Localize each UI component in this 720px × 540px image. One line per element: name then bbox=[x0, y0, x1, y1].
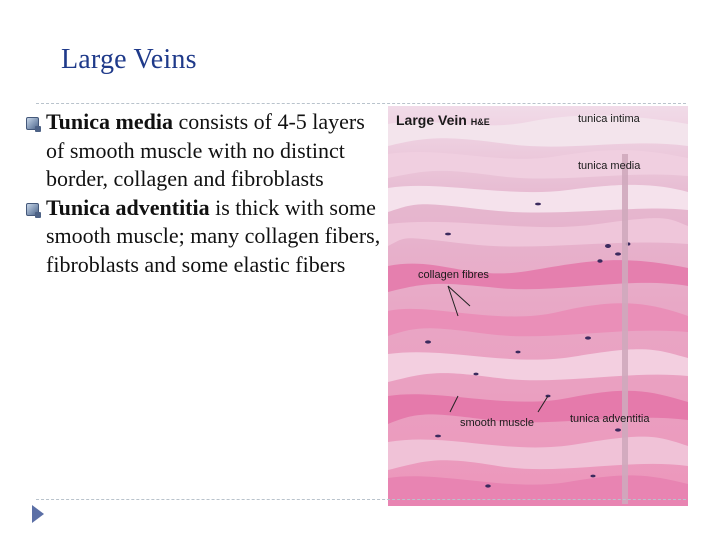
bullet-term: Tunica adventitia bbox=[46, 194, 210, 220]
checkbox-bullet-icon bbox=[26, 117, 39, 130]
micrograph-title: Large Vein bbox=[396, 112, 467, 128]
bullet-text: consists of 4-5 layers of smooth muscle with no distinct border, collagen and fibroblasts bbox=[46, 109, 365, 191]
bullet-item-tunica-adventitia bbox=[26, 194, 382, 280]
slide-title: Large Veins bbox=[61, 44, 197, 75]
tissue-image bbox=[388, 106, 688, 506]
stain-label: H&E bbox=[470, 117, 490, 127]
vein-micrograph bbox=[388, 106, 688, 506]
bullet-item-tunica-media bbox=[26, 108, 382, 194]
label-tunica-media: tunica media bbox=[578, 160, 641, 172]
bullet-list bbox=[26, 108, 382, 279]
bullet-term: Tunica media bbox=[46, 109, 173, 134]
label-tunica-intima: tunica intima bbox=[578, 113, 640, 125]
label-smooth-muscle: smooth muscle bbox=[460, 417, 534, 429]
label-collagen-fibres: collagen fibres bbox=[418, 269, 489, 281]
title-divider bbox=[36, 103, 686, 104]
checkbox-bullet-icon bbox=[26, 203, 39, 216]
triangle-right-icon[interactable] bbox=[32, 505, 44, 523]
label-tunica-adventitia: tunica adventitia bbox=[570, 413, 650, 425]
micrograph-heading bbox=[396, 114, 490, 128]
bullet-text: is thick with some smooth muscle; many collagen fibers, fibroblasts and some elastic fibers bbox=[46, 194, 381, 277]
bottom-divider bbox=[36, 499, 686, 500]
